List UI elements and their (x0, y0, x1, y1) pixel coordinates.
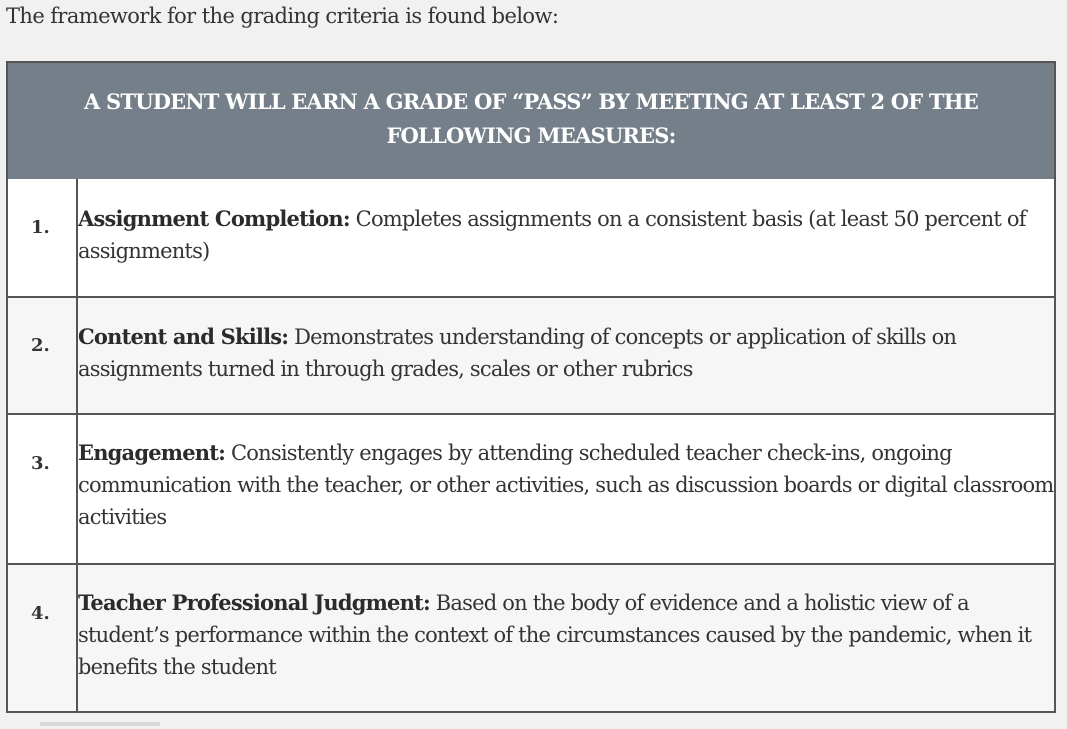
grading-criteria-table (6, 61, 1056, 713)
row-text: Demonstrates understanding of concepts or application of skills on assignments turned in through grades, scales or other rubrics (78, 325, 957, 381)
row-number: 3. (31, 453, 50, 474)
page-bottom-rule (40, 722, 160, 726)
table-row (8, 565, 1054, 711)
row-description (78, 587, 1054, 683)
row-text: Completes assignments on a consistent basis (at least 50 percent of assignments) (78, 207, 1026, 263)
row-description (78, 321, 1054, 385)
row-number: 1. (31, 217, 50, 238)
row-description (78, 203, 1054, 267)
row-title: Engagement: (78, 440, 226, 465)
table-row (8, 415, 1054, 565)
table-row (8, 179, 1054, 298)
row-text: Consistently engages by attending scheduled teacher check-ins, ongoing communication with the teacher, or other activities, such as discussion boards or digital classroom activities (78, 441, 1054, 529)
row-number: 2. (31, 335, 50, 356)
row-description (78, 437, 1054, 533)
table-row (8, 298, 1054, 415)
row-title: Assignment Completion: (78, 206, 350, 231)
table-header-text: A STUDENT WILL EARN A GRADE OF “PASS” BY MEETING AT LEAST 2 OF THE FOLLOWING MEASURES: (84, 89, 978, 148)
column-divider (76, 179, 78, 713)
row-title: Content and Skills: (78, 324, 289, 349)
intro-text: The framework for the grading criteria is found below: (6, 4, 559, 28)
row-text: Based on the body of evidence and a holistic view of a student’s performance within the context of the circumstances caused by the pandemic, when it benefits the student (78, 591, 1032, 679)
table-header (8, 63, 1054, 181)
row-number: 4. (31, 603, 50, 624)
row-title: Teacher Professional Judgment: (78, 590, 430, 615)
